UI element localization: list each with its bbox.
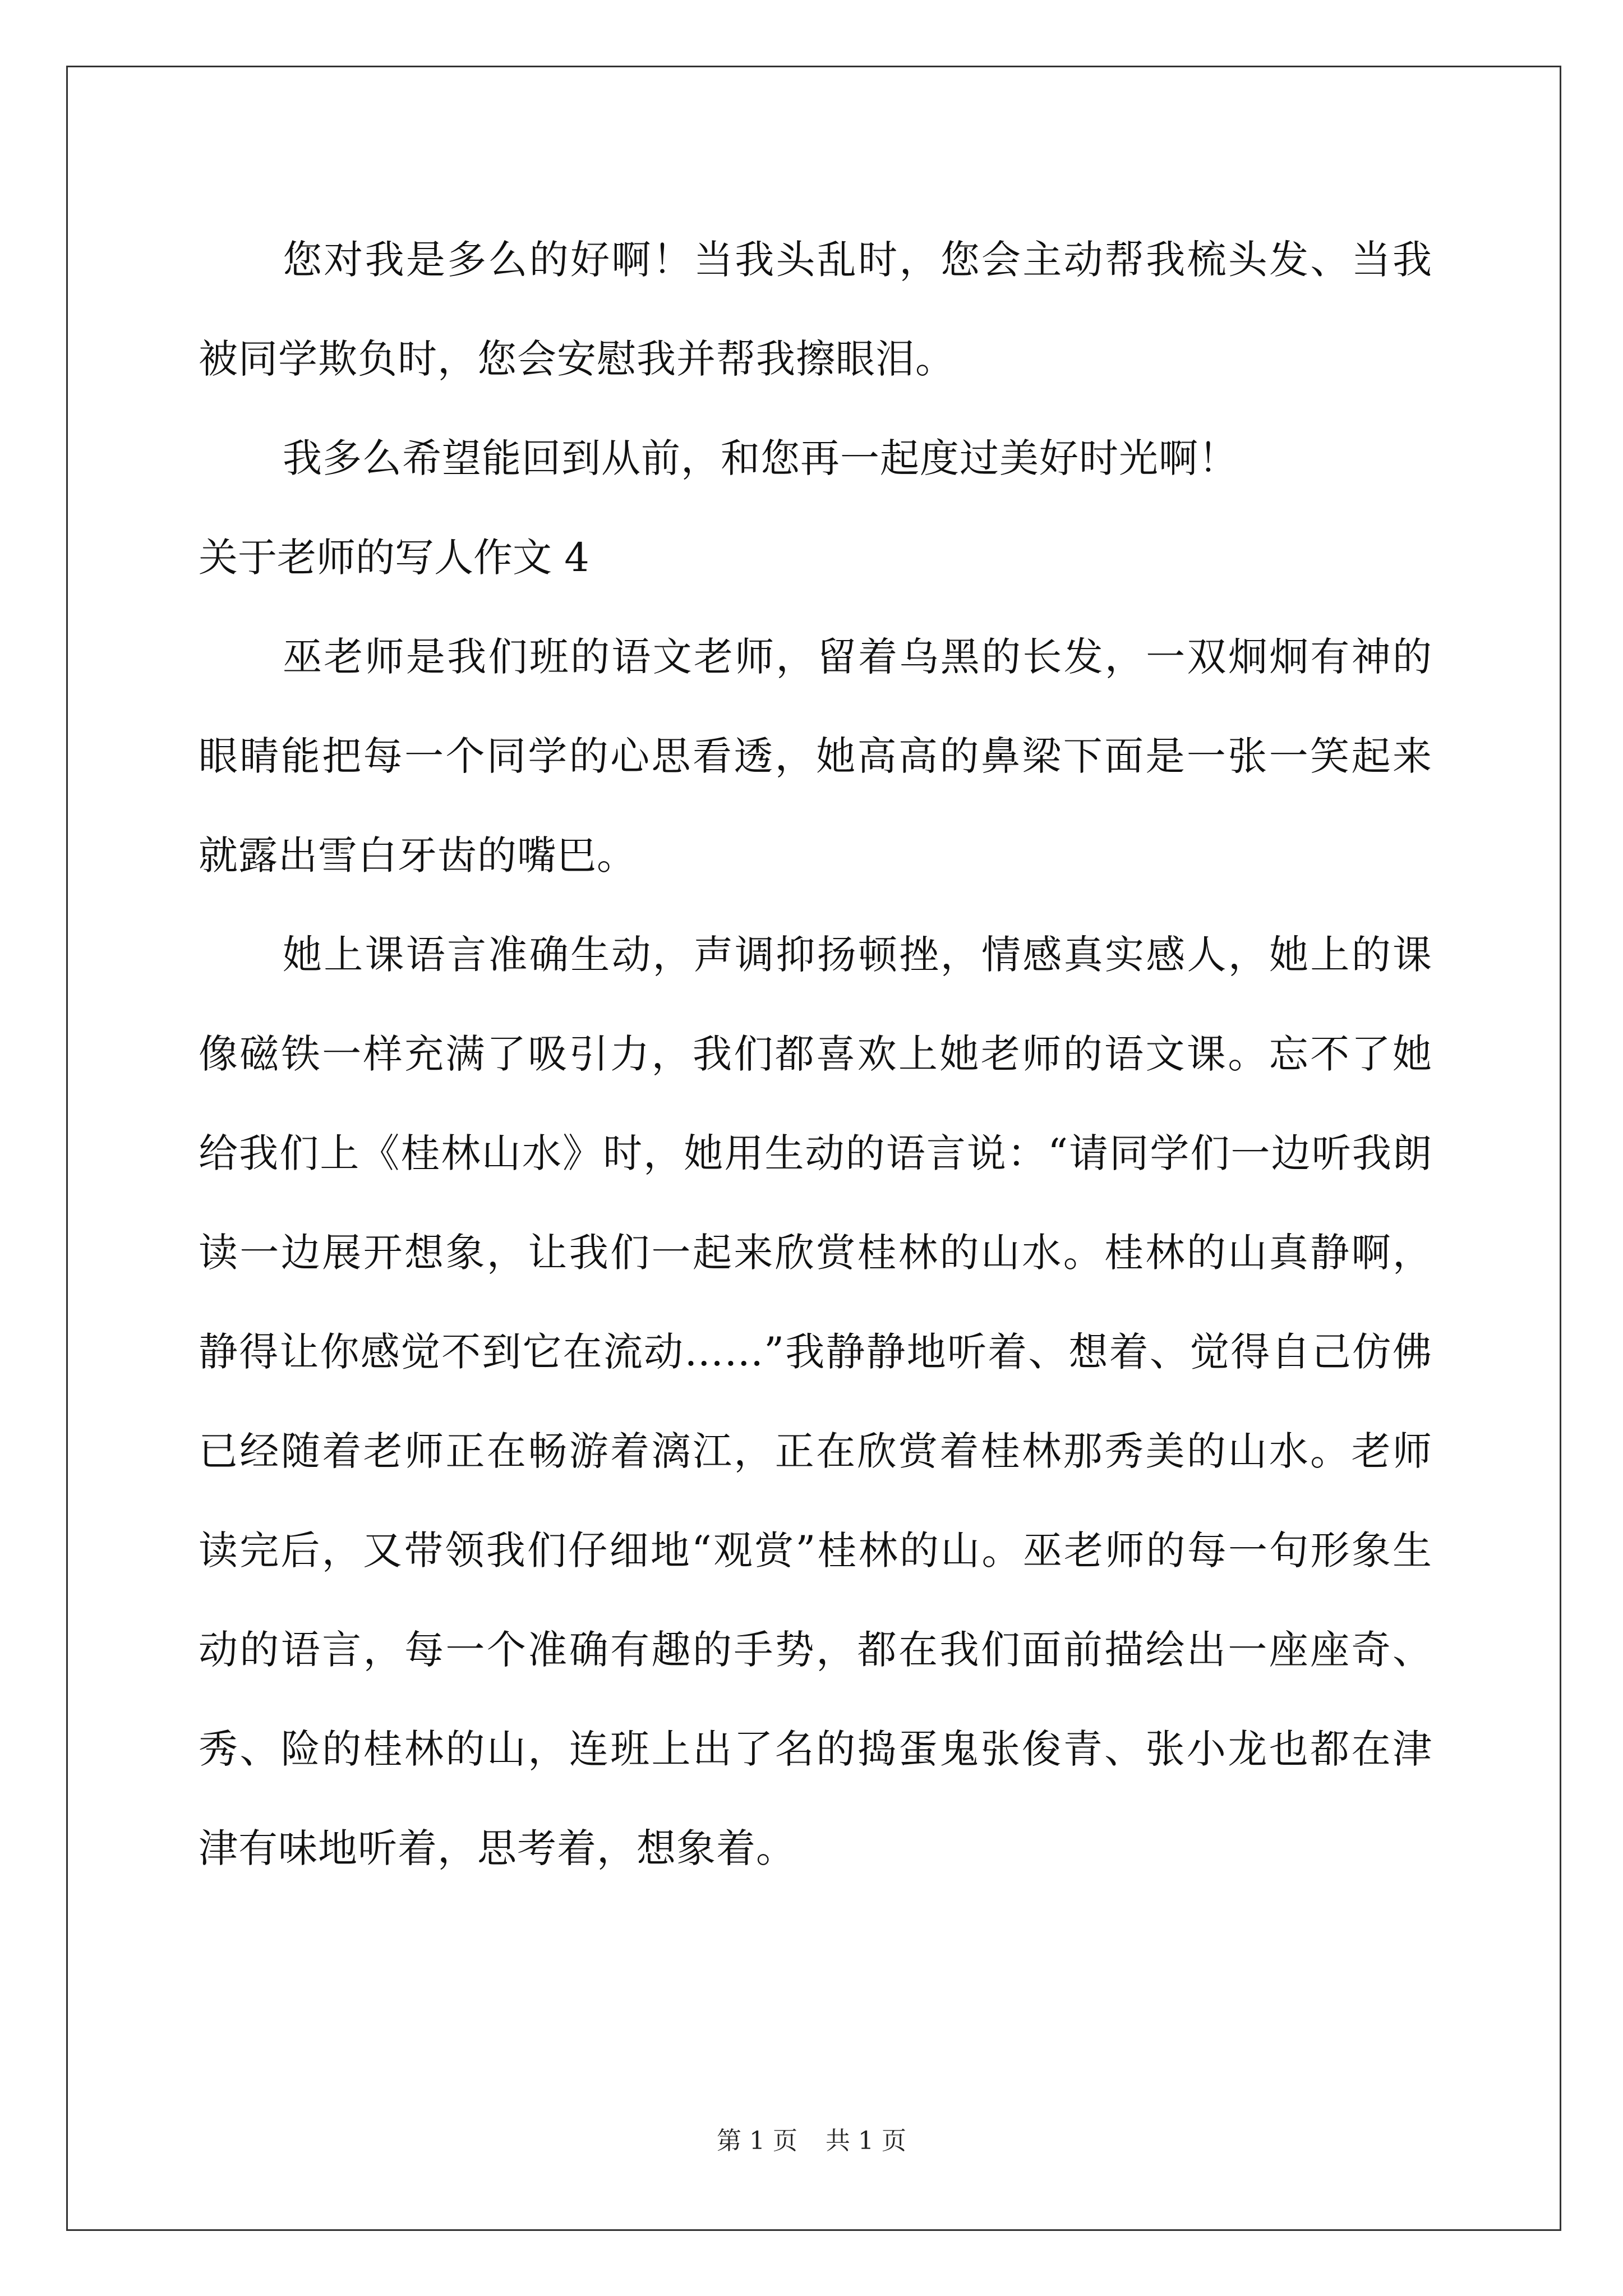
document-body (199, 210, 1432, 1898)
page-number-total: 共 1 页 (826, 2127, 906, 2155)
paragraph-3: 巫老师是我们班的语文老师，留着乌黑的长发，一双炯炯有神的眼睛能把每一个同学的心思看透，她高高的鼻梁下面是一张一笑起来就露出雪白牙齿的嘴巴。 (199, 634, 1432, 878)
section-heading: 关于老师的写人作文 4 (199, 535, 589, 581)
paragraph-1: 您对我是多么的好啊！当我头乱时，您会主动帮我梳头发、当我被同学欺负时，您会安慰我并帮我擦眼泪。 (199, 237, 1432, 382)
page-number-current: 第 1 页 (717, 2127, 797, 2155)
paragraph-2: 我多么希望能回到从前，和您再一起度过美好时光啊！ (283, 435, 1238, 481)
page-footer (0, 2120, 1623, 2156)
paragraph-4: 她上课语言准确生动，声调抑扬顿挫，情感真实感人，她上的课像磁铁一样充满了吸引力，我们都喜欢上她老师的语文课。忘不了她给我们上《桂林山水》时，她用生动的语言说：“请同学们一边听我朗读一边展开想象，让我们一起来欣赏桂林的山水。桂林的山真静啊，静得让你感觉不到它在流动……”我静静地听着、想着、觉得自己仿佛已经随着老师正在畅游着漓江，正在欣赏着桂林那秀美的山水。老师读完后，又带领我们仔细地“观赏”桂林的山。巫老师的每一句形象生动的语言，每一个准确有趣的手势，都在我们面前描绘出一座座奇、秀、险的桂林的山，连班上出了名的捣蛋鬼张俊青、张小龙也都在津津有味地听着，思考着，想象着。 (199, 932, 1432, 1871)
